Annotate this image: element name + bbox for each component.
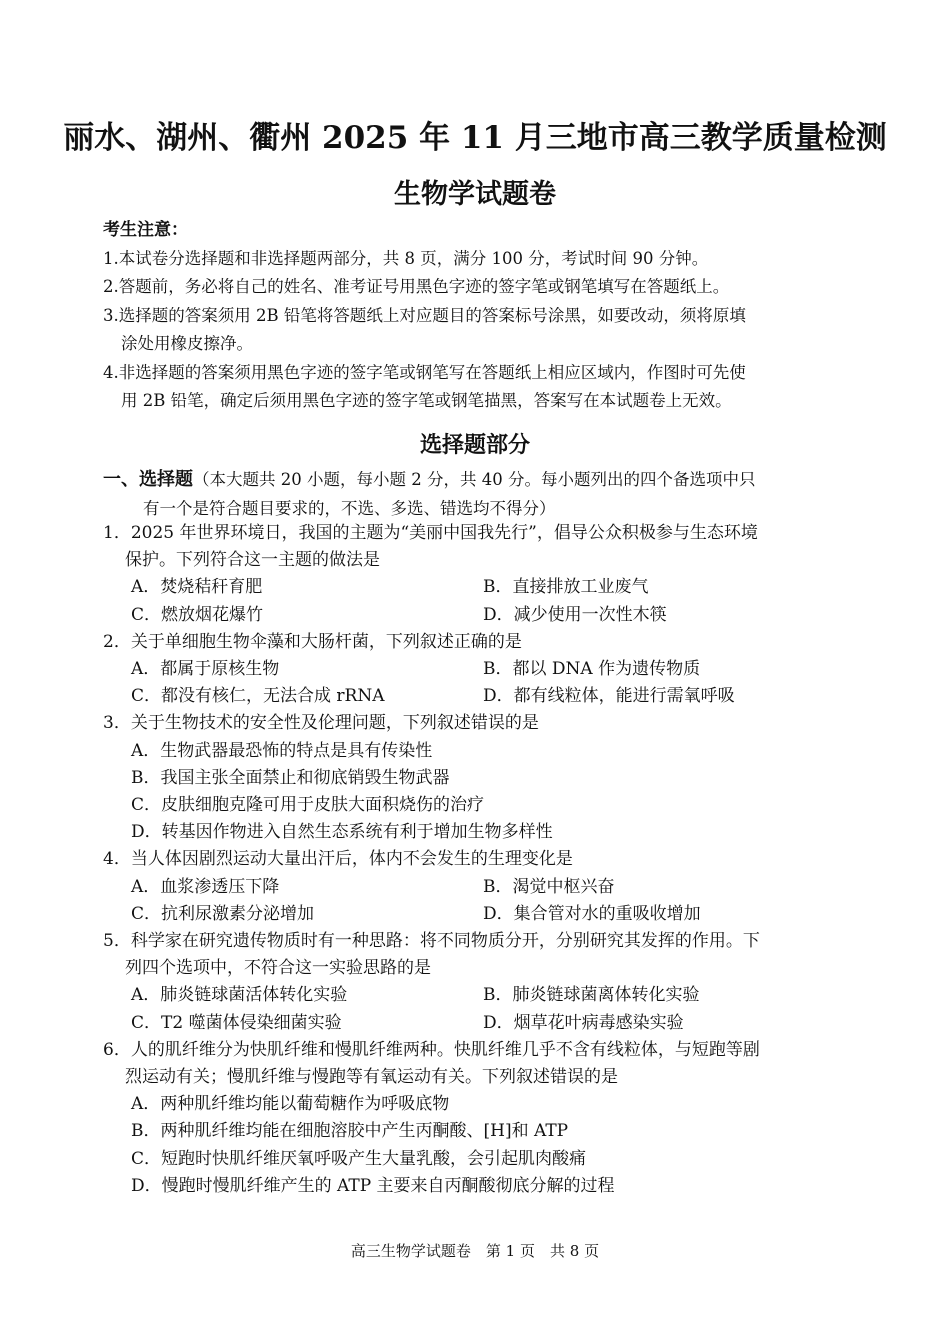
- question-stem-text: 6．人的肌纤维分为快肌纤维和慢肌纤维两种。快肌纤维几乎不含有线粒体，与短跑等剧: [103, 1039, 760, 1060]
- question-stem: [103, 710, 853, 737]
- option-b: B．我国主张全面禁止和彻底销毁生物武器: [131, 767, 450, 788]
- question-stem: [103, 629, 853, 656]
- section-title: 选择题部分: [419, 433, 530, 458]
- question-stem-text: 5．科学家在研究遗传物质时有一种思路：将不同物质分开，分别研究其发挥的作用。下: [103, 931, 760, 952]
- notice-item: [103, 302, 853, 359]
- option-d: D．减少使用一次性木筷: [483, 604, 667, 625]
- question-5: [103, 928, 853, 1037]
- option-b: B．都以 DNA 作为遗传物质: [483, 659, 701, 680]
- question-stem: [103, 928, 853, 982]
- option-c: C．燃放烟花爆竹: [131, 604, 264, 625]
- notice-item-text: 选择题的答案须用 2B 铅笔将答题纸上对应题目的答案标号涂黑，如要改动，须将原填: [118, 305, 746, 325]
- option-list: [103, 656, 853, 710]
- option-d: D．转基因作物进入自然生态系统有利于增加生物多样性: [131, 822, 553, 843]
- question-stem: [103, 520, 853, 574]
- option-b: B．渴觉中枢兴奋: [483, 876, 615, 897]
- notice-item-continuation: 涂处用橡皮擦净。: [121, 334, 253, 353]
- option-a: A．生物武器最恐怖的特点是具有传染性: [131, 740, 433, 761]
- option-list: [103, 738, 853, 847]
- option-b: B．肺炎链球菌离体转化实验: [483, 985, 700, 1006]
- question-stem-continuation: 保护。下列符合这一主题的做法是: [125, 550, 380, 571]
- option-c: C．抗利尿激素分泌增加: [131, 903, 315, 924]
- option-d: D．烟草花叶病毒感染实验: [483, 1012, 684, 1033]
- question-stem-text: 4．当人体因剧烈运动大量出汗后，体内不会发生的生理变化是: [103, 849, 573, 870]
- option-d: D．集合管对水的重吸收增加: [483, 903, 701, 924]
- exam-subtitle: 生物学试题卷: [394, 179, 556, 210]
- option-b: B．直接排放工业废气: [483, 577, 649, 598]
- question-3: [103, 710, 853, 846]
- notice-item-number: 1.: [103, 248, 119, 268]
- question-1: [103, 520, 853, 629]
- exam-title: 丽水、湖州、衢州 2025 年 11 月三地市高三教学质量检测: [63, 120, 887, 156]
- notice-item-number: 4.: [103, 362, 119, 382]
- notice-heading: 考生注意：: [103, 220, 188, 240]
- page-footer: 高三生物学试题卷 第 1 页 共 8 页: [350, 1242, 600, 1260]
- part-label: 一、选择题: [103, 469, 193, 490]
- question-stem-continuation: 烈运动有关；慢肌纤维与慢跑等有氧运动有关。下列叙述错误的是: [125, 1067, 618, 1088]
- option-list: [103, 574, 853, 628]
- option-list: [103, 1091, 853, 1200]
- notice-item: [103, 245, 853, 274]
- option-b: B．两种肌纤维均能在细胞溶胶中产生丙酮酸、[H]和 ATP: [131, 1121, 569, 1142]
- option-c: C．T2 噬菌体侵染细菌实验: [131, 1012, 342, 1033]
- question-stem-text: 2．关于单细胞生物伞藻和大肠杆菌，下列叙述正确的是: [103, 631, 522, 652]
- notice-item-continuation: 用 2B 铅笔，确定后须用黑色字迹的签字笔或钢笔描黑，答案写在本试题卷上无效。: [121, 391, 732, 410]
- option-c: C．短跑时快肌纤维厌氧呼吸产生大量乳酸，会引起肌肉酸痛: [131, 1148, 587, 1169]
- notice-item-text: 答题前，务必将自己的姓名、准考证号用黑色字迹的签字笔或钢笔填写在答题纸上。: [118, 277, 730, 296]
- part-description: （本大题共 20 小题，每小题 2 分，共 40 分。每小题列出的四个备选项中只: [193, 470, 756, 489]
- part-description-continuation: 有一个是符合题目要求的，不选、多选、错选均不得分）: [143, 498, 556, 518]
- question-6: [103, 1037, 853, 1200]
- question-stem: [103, 1037, 853, 1091]
- question-stem-text: 3．关于生物技术的安全性及伦理问题，下列叙述错误的是: [103, 713, 539, 734]
- option-a: A．焚烧秸秆育肥: [131, 577, 263, 598]
- question-2: [103, 629, 853, 711]
- part-heading: [103, 466, 853, 523]
- option-d: D．都有线粒体，能进行需氧呼吸: [483, 686, 735, 707]
- notice-item-text: 非选择题的答案须用黑色字迹的签字笔或钢笔写在答题纸上相应区域内，作图时可先使: [118, 362, 746, 382]
- option-d: D．慢跑时慢肌纤维产生的 ATP 主要来自丙酮酸彻底分解的过程: [131, 1175, 615, 1196]
- option-c: C．皮肤细胞克隆可用于皮肤大面积烧伤的治疗: [131, 795, 485, 816]
- option-list: [103, 982, 853, 1036]
- notice-item-number: 2.: [103, 277, 119, 296]
- question-stem-text: 1．2025 年世界环境日，我国的主题为“美丽中国我先行”，倡导公众积极参与生态环境: [103, 523, 758, 543]
- question-stem: [103, 846, 853, 873]
- question-list: [103, 520, 853, 1200]
- notice-item: [103, 359, 853, 416]
- option-a: A．肺炎链球菌活体转化实验: [131, 985, 348, 1006]
- option-a: A．都属于原核生物: [131, 659, 280, 680]
- notice-item: [103, 273, 853, 302]
- option-c: C．都没有核仁，无法合成 rRNA: [131, 686, 385, 707]
- question-4: [103, 846, 853, 928]
- option-a: A．血浆渗透压下降: [131, 876, 280, 897]
- question-stem-continuation: 列四个选项中，不符合这一实验思路的是: [125, 958, 431, 979]
- option-list: [103, 874, 853, 928]
- notice-item-number: 3.: [103, 305, 119, 325]
- candidate-notice: [103, 216, 853, 416]
- option-a: A．两种肌纤维均能以葡萄糖作为呼吸底物: [131, 1094, 450, 1115]
- notice-item-text: 本试卷分选择题和非选择题两部分，共 8 页，满分 100 分，考试时间 90 分钟。: [118, 248, 709, 268]
